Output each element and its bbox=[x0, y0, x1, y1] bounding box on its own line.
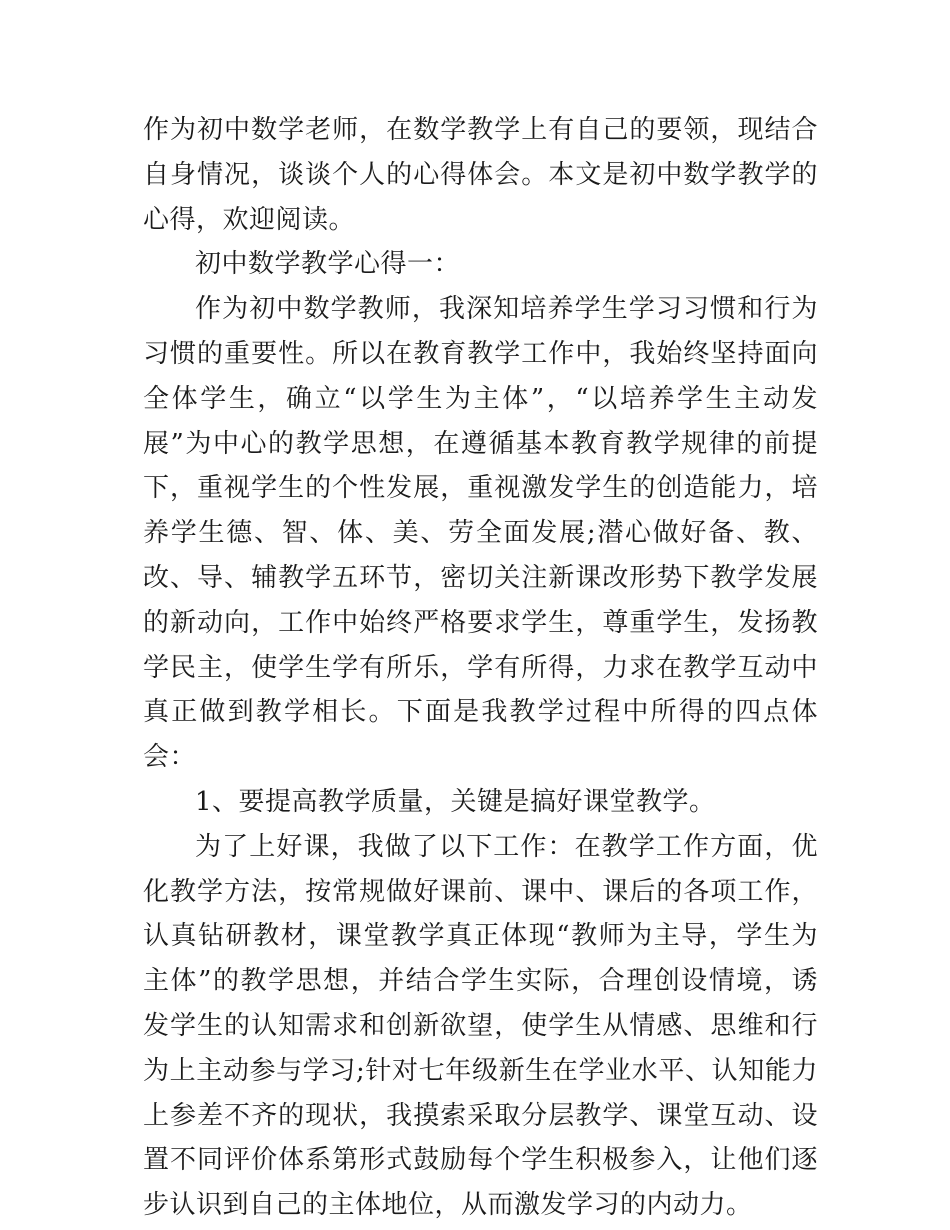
intro-paragraph: 作为初中数学老师，在数学教学上有自己的要领，现结合自身情况，谈谈个人的心得体会。本文是初中数学教学的心得，欢迎阅读。 bbox=[143, 115, 818, 235]
body-paragraph: 为了上好课，我做了以下工作：在教学工作方面，优化教学方法，按常规做好课前、课中、课后的各项工作，认真钻研教材，课堂教学真正体现“教师为主导，学生为主体”的教学思想，并结合学生实际，合理创设情境，诱发学生的认知需求和创新欲望，使学生从情感、思维和行为上主动参与学习;针对七年级新生在学业水平、认知能力上参差不齐的现状，我摸索采取分层教学、课堂互动、设置不同评价体系第形式鼓励每个学生积极参入，让他们逐步认识到自己的主体地位，从而激发学习的内动力。 bbox=[143, 831, 818, 1221]
section-heading: 初中数学教学心得一： bbox=[195, 249, 461, 280]
point-heading: 1、要提高教学质量，关键是搞好课堂教学。 bbox=[195, 786, 716, 817]
body-paragraph: 作为初中数学教师，我深知培养学生学习习惯和行为习惯的重要性。所以在教育教学工作中，我始终坚持面向全体学生，确立“以学生为主体”，“以培养学生主动发展”为中心的教学思想，在遵循基本教育教学规律的前提下，重视学生的个性发展，重视激发学生的创造能力，培养学生德、智、体、美、劳全面发展;潜心做好备、教、改、导、辅教学五环节，密切关注新课改形势下教学发展的新动向，工作中始终严格要求学生，尊重学生，发扬教学民主，使学生学有所乐，学有所得，力求在教学互动中真正做到教学相长。下面是我教学过程中所得的四点体会： bbox=[143, 294, 818, 773]
document-body bbox=[143, 108, 818, 1228]
